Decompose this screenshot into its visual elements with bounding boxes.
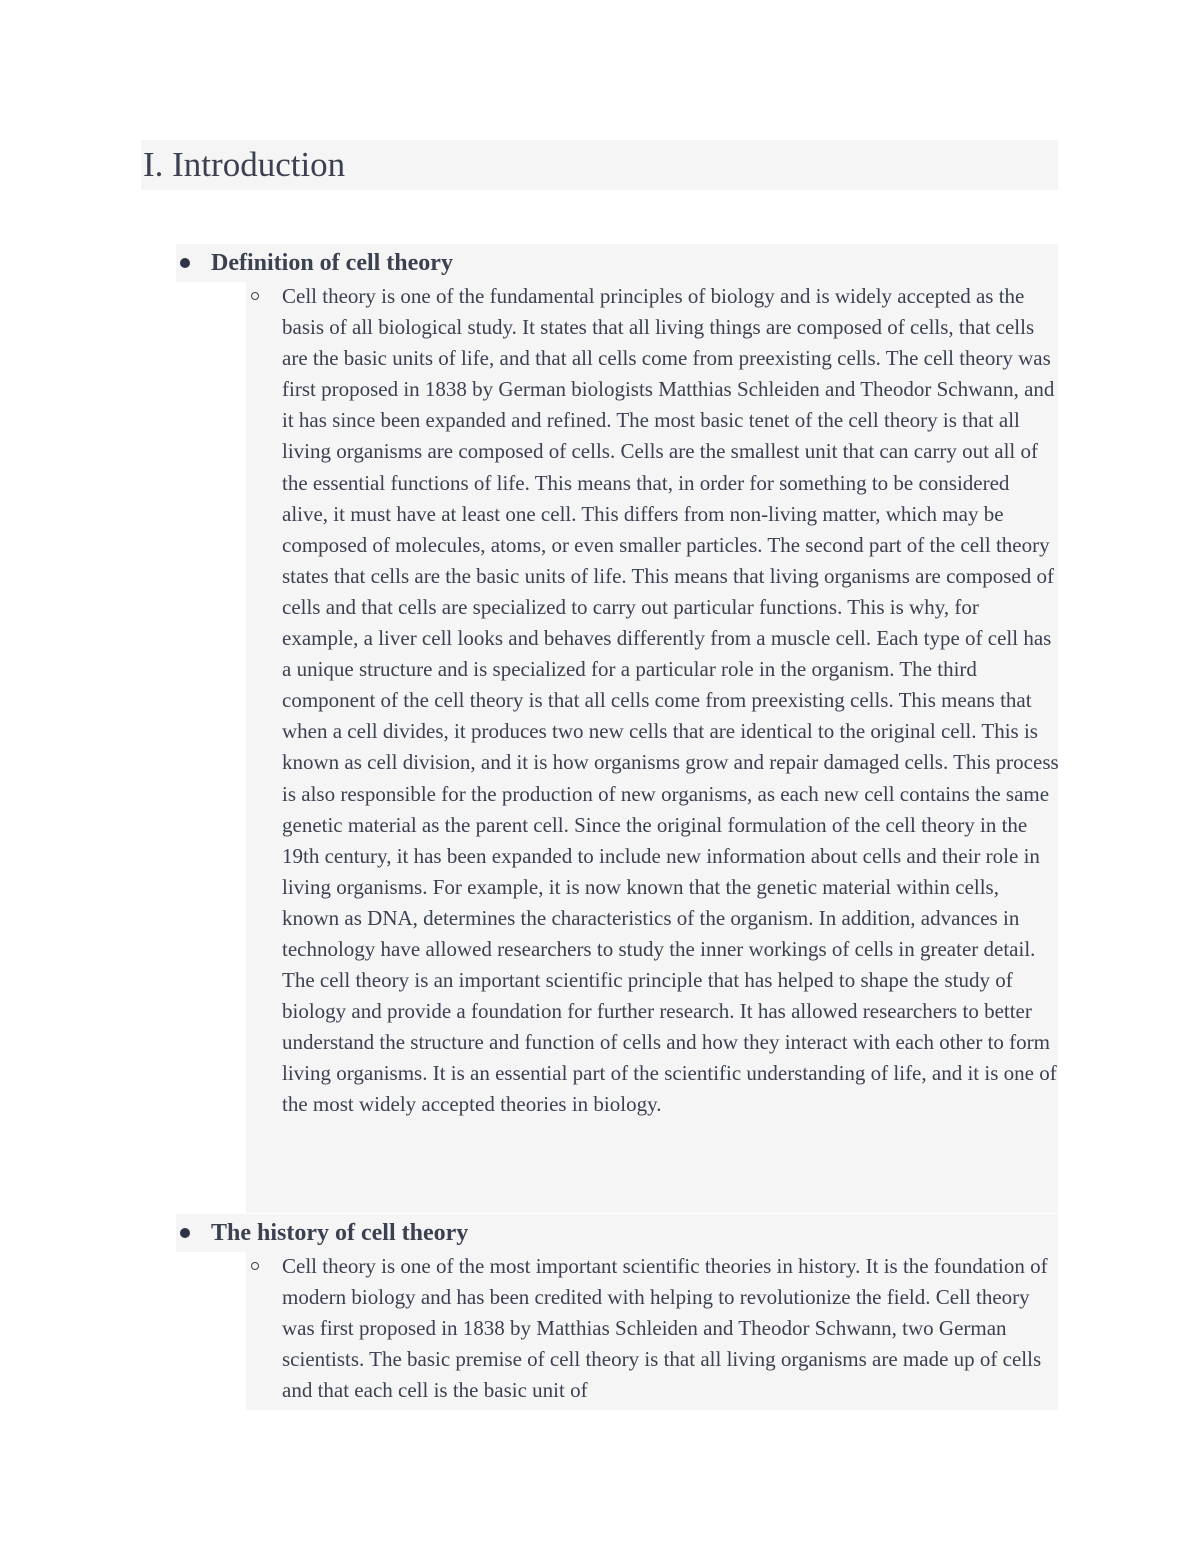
section-heading: I. Introduction	[143, 145, 346, 184]
sub-item-history	[246, 1251, 1058, 1410]
bullet-dot-icon	[180, 1228, 190, 1238]
hollow-circle-bullet-icon	[251, 1262, 259, 1270]
bullet-title: The history of cell theory	[211, 1220, 469, 1246]
sub-item-definition	[246, 281, 1058, 1213]
bullet-dot-icon	[180, 258, 190, 268]
bullet-item-definition	[176, 244, 1058, 282]
paragraph-history: Cell theory is one of the most important scientific theories in history. It is the foundation of modern biology and has been credited with helping to revolutionize the field. Cell theory was first proposed in 1838 by Matthias Schleiden and Theodor Schwann, two German scientists. The basic premise of cell theory is that all living organisms are made up of cells and that each cell is the basic unit of	[282, 1254, 1048, 1403]
hollow-circle-bullet-icon	[251, 292, 259, 300]
bullet-title: Definition of cell theory	[211, 250, 453, 276]
section-heading-box	[141, 140, 1058, 190]
bullet-item-history	[176, 1214, 1058, 1252]
paragraph-definition: Cell theory is one of the fundamental principles of biology and is widely accepted as the basis of all biological study. It states that all living things are composed of cells, that cells are the basic units of life, and that all cells come from preexisting cells. The cell theory was first proposed in 1838 by German biologists Matthias Schleiden and Theodor Schwann, and it has since been expanded and refined. The most basic tenet of the cell theory is that all living organisms are composed of cells. Cells are the smallest unit that can carry out all of the essential functions of life. This means that, in order for something to be considered alive, it must have at least one cell. This differs from non-living matter, which may be composed of molecules, atoms, or even smaller particles. The second part of the cell theory states that cells are the basic units of life. This means that living organisms are composed of cells and that cells are specialized to carry out particular functions. This is why, for example, a liver cell looks and behaves differently from a muscle cell. Each type of cell has a unique structure and is specialized for a particular role in the organism. The third component of the cell theory is that all cells come from preexisting cells. This means that when a cell divides, it produces two new cells that are identical to the original cell. This is known as cell division, and it is how organisms grow and repair damaged cells. This process is also responsible for the production of new organisms, as each new cell contains the same genetic material as the parent cell. Since the original formulation of the cell theory in the 19th century, it has been expanded to include new information about cells and their role in living organisms. For example, it is now known that the genetic material within cells, known as DNA, determines the characteristics of the organism. In addition, advances in technology have allowed researchers to study the inner workings of cells in greater detail. The cell theory is an important scientific principle that has helped to shape the study of biology and provide a foundation for further research. It has allowed researchers to better understand the structure and function of cells and how they interact with each other to form living organisms. It is an essential part of the scientific understanding of life, and it is one of the most widely accepted theories in biology.	[282, 284, 1059, 1117]
